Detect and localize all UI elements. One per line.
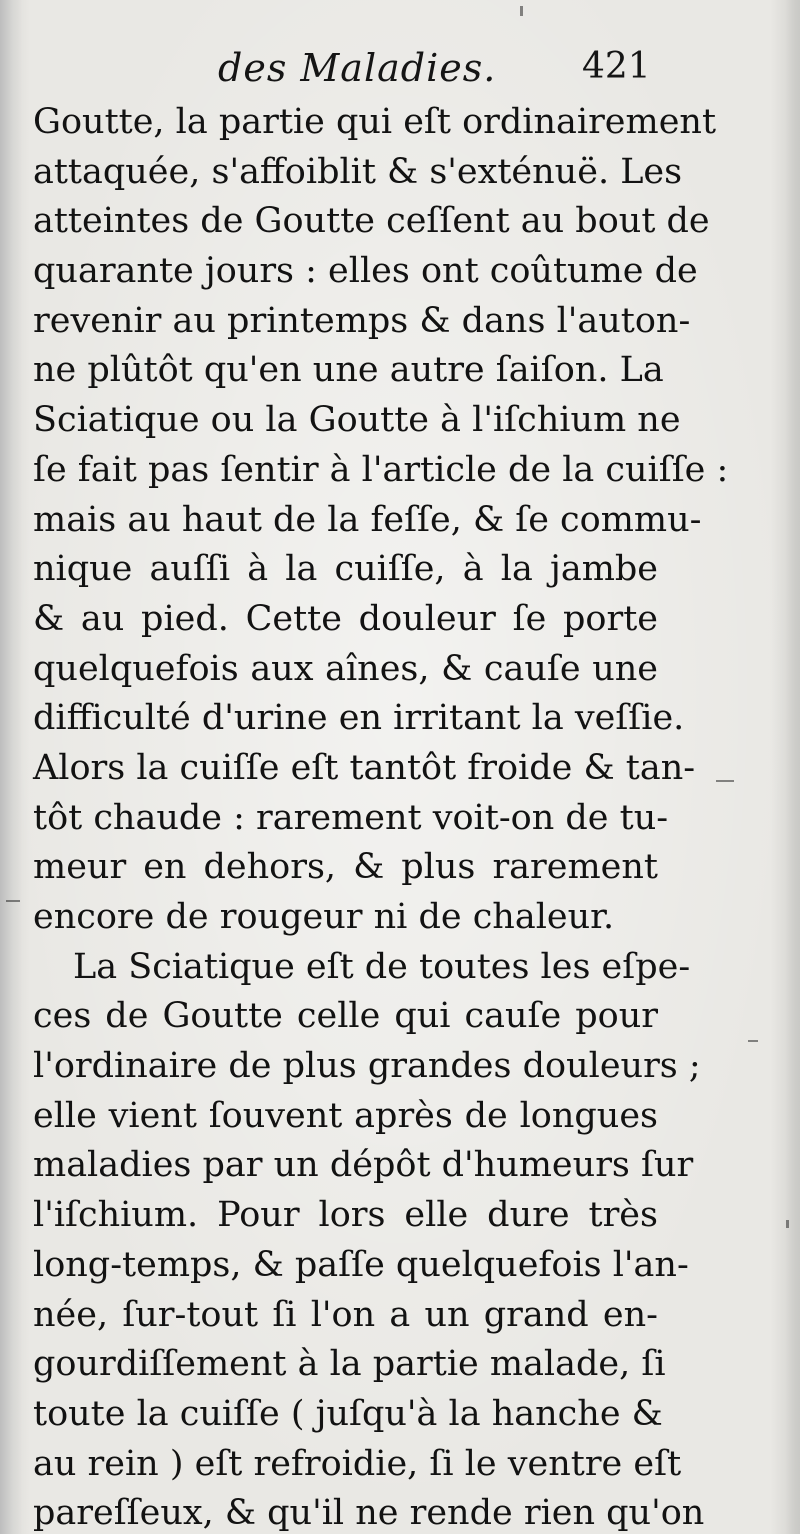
text-line: & au pied. Cette douleur ſe porte [33,598,658,639]
running-title: des Maladies. [218,46,497,90]
text-line: long-temps, & paſſe quelquefois l'an- [33,1244,689,1285]
text-line: pareſſeux, & qu'il ne rende rien qu'on [33,1493,705,1534]
text-line: tôt chaude : rarement voit-on de tu- [33,797,669,838]
scan-speck [748,1040,758,1042]
text-line: elle vient ſouvent après de longues [33,1095,658,1136]
scan-speck [520,6,523,16]
text-line: l'ordinaire de plus grandes douleurs ; [33,1046,701,1087]
text-line: Alors la cuiſſe eſt tantôt froide & tan- [33,747,696,788]
text-line: quelquefois aux aînes, & cauſe une [33,648,658,689]
paragraph-1 [33,98,729,943]
scan-speck [6,900,20,902]
scan-speck [786,1220,789,1228]
text-line: atteintes de Goutte ceſſent au bout de [33,201,710,242]
text-line: maladies par un dépôt d'humeurs ſur [33,1145,694,1186]
text-line: ſe fait pas ſentir à l'article de la cuiſſe : [33,449,729,490]
text-line: mais au haut de la feſſe, & ſe commu- [33,499,702,540]
text-line: La Sciatique eſt de toutes les eſpe- [73,946,691,987]
text-line: difficulté d'urine en irritant la veſſie. [33,698,685,739]
running-head [0,40,800,100]
text-line: attaquée, s'affoiblit & s'exténuë. Les [33,151,683,192]
paragraph-2 [33,943,705,1534]
page-number: 421 [582,46,651,87]
text-line: l'iſchium. Pour lors elle dure très [33,1195,658,1236]
text-line: au rein ) eſt refroidie, ſi le ventre eſt [33,1443,682,1484]
text-line: ces de Goutte celle qui cauſe pour [33,996,658,1037]
text-line: nique auſſi à la cuiſſe, à la jambe [33,549,658,590]
page-edge-shadow [786,0,800,1534]
text-line: ne plûtôt qu'en une autre ſaiſon. La [33,350,664,391]
text-line: toute la cuiſſe ( juſqu'à la hanche & [33,1393,663,1434]
text-line: née, ſur-tout ſi l'on a un grand en- [33,1294,658,1335]
body-text [33,98,729,1534]
text-line: meur en dehors, & plus rarement [33,847,658,888]
page-gutter-shadow [0,0,22,1534]
text-line: quarante jours : elles ont coûtume de [33,251,698,292]
text-line: Goutte, la partie qui eſt ordinairement [33,102,717,142]
text-line: Sciatique ou la Goutte à l'iſchium ne [33,400,681,441]
text-line: gourdiſſement à la partie malade, ſi [33,1344,666,1385]
scan-speck [716,780,734,782]
text-line: encore de rougeur ni de chaleur. [33,897,615,937]
text-line: revenir au printemps & dans l'auton- [33,300,691,341]
